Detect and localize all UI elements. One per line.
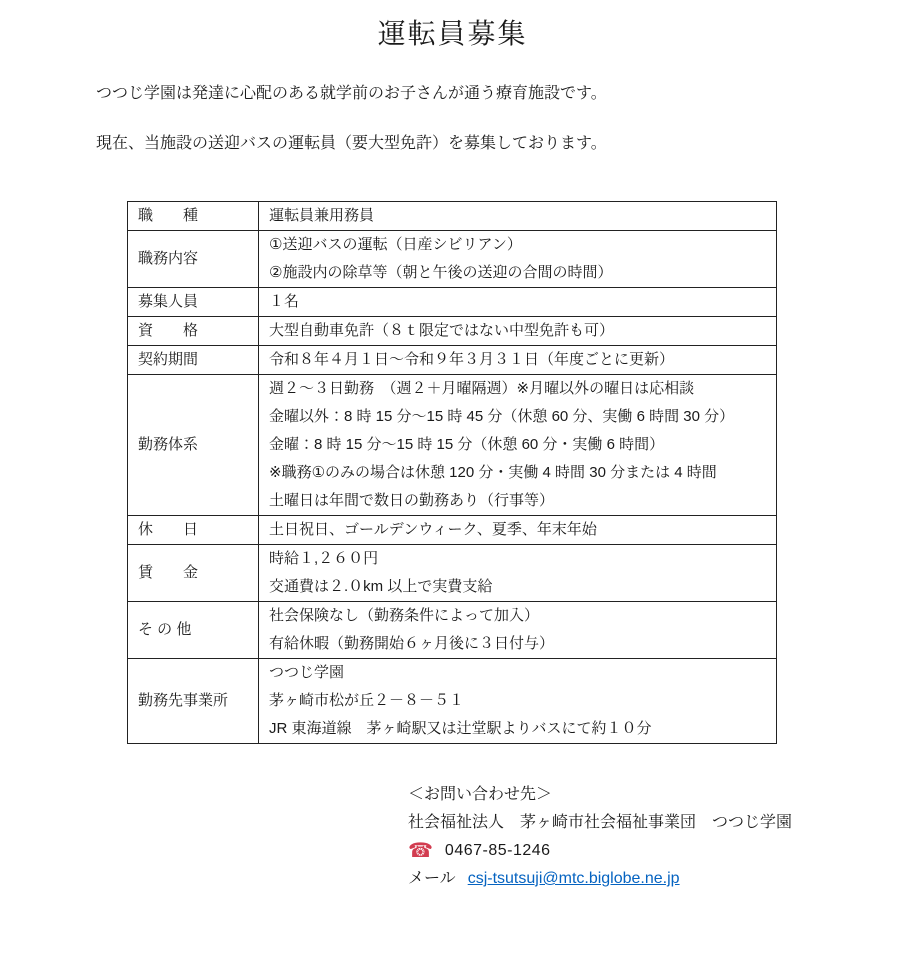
telephone-icon: ☎ [408, 840, 433, 862]
row-content-other [259, 602, 777, 659]
table-row-boshu-jinin [128, 288, 777, 317]
contact-phone-row [408, 837, 905, 865]
document-page [0, 14, 905, 954]
table-row-kinmu-taikei [128, 375, 777, 516]
phone-number: 0467-85-1246 [444, 842, 551, 859]
cell-line: 土日祝日、ゴールデンウィーク、夏季、年末年始 [269, 521, 597, 538]
row-content-job-type [259, 202, 777, 231]
cell-line: ※職務①のみの場合は休憩 120 分・実働 4 時間 30 分または 4 時間 [269, 464, 717, 481]
cell-line: 金曜：8 時 15 分～15 時 15 分（休憩 60 分・実働 6 時間） [269, 436, 665, 453]
cell-line: 時給１,２６０円 [269, 550, 379, 567]
cell-line: 交通費は２.０km 以上で実費支給 [269, 578, 493, 595]
table-row-shokushu [128, 202, 777, 231]
row-label-wages: 賃 金 [128, 545, 259, 602]
table-row-kinmusaki [128, 659, 777, 744]
row-label-job-description: 職務内容 [128, 231, 259, 288]
table-row-keiyaku-kikan [128, 346, 777, 375]
intro-line-2: 現在、当施設の送迎バスの運転員（要大型免許）を募集しております。 [96, 135, 607, 152]
cell-line: 金曜以外：8 時 15 分～15 時 45 分（休憩 60 分、実働 6 時間 30 分） [269, 408, 735, 425]
email-link[interactable]: csj-tsutsuji@mtc.biglobe.ne.jp [467, 870, 680, 887]
row-content-openings [259, 288, 777, 317]
row-label-qualification: 資 格 [128, 317, 259, 346]
contact-email-row [408, 865, 905, 893]
row-content-wages [259, 545, 777, 602]
page-title: 運転員募集 [377, 18, 528, 49]
job-details-table [127, 201, 777, 744]
contact-organization: 社会福祉法人 茅ヶ崎市社会福祉事業団 つつじ学園 [408, 814, 793, 831]
row-content-qualification [259, 317, 777, 346]
cell-line: つつじ学園 [269, 664, 345, 681]
row-label-work-schedule: 勤務体系 [128, 375, 259, 516]
table-row-kyujitsu [128, 516, 777, 545]
cell-line: JR 東海道線 茅ヶ崎駅又は辻堂駅よりバスにて約１０分 [269, 720, 652, 737]
table-row-shikaku [128, 317, 777, 346]
intro-section [96, 83, 905, 155]
row-content-holidays [259, 516, 777, 545]
cell-line: 有給休暇（勤務開始６ヶ月後に３日付与） [269, 635, 555, 652]
cell-line: 令和８年４月１日～令和９年３月３１日（年度ごとに更新） [269, 351, 675, 368]
email-label: メール [408, 870, 456, 887]
cell-line: 土曜日は年間で数日の勤務あり（行事等） [269, 492, 555, 509]
row-label-job-type: 職 種 [128, 202, 259, 231]
row-content-work-schedule [259, 375, 777, 516]
row-label-openings: 募集人員 [128, 288, 259, 317]
table-row-shokumu-naiyo [128, 231, 777, 288]
row-label-other: そ の 他 [128, 602, 259, 659]
cell-line: 運転員兼用務員 [269, 207, 375, 224]
row-label-contract-period: 契約期間 [128, 346, 259, 375]
cell-line: ①送迎バスの運転（日産シビリアン） [269, 236, 522, 253]
cell-line: 週２～３日勤務 （週２＋月曜隔週）※月曜以外の曜日は応相談 [269, 380, 695, 397]
row-content-contract-period [259, 346, 777, 375]
cell-line: 大型自動車免許（８ｔ限定ではない中型免許も可） [269, 322, 615, 339]
row-content-job-description [259, 231, 777, 288]
cell-line: 茅ヶ崎市松が丘２－８－５１ [269, 692, 465, 709]
contact-heading: ＜お問い合わせ先＞ [408, 786, 553, 803]
row-content-workplace [259, 659, 777, 744]
row-label-workplace: 勤務先事業所 [128, 659, 259, 744]
table-row-sonota [128, 602, 777, 659]
cell-line: 社会保険なし（勤務条件によって加入） [269, 607, 540, 624]
row-label-holidays: 休 日 [128, 516, 259, 545]
intro-line-1: つつじ学園は発達に心配のある就学前のお子さんが通う療育施設です。 [96, 85, 607, 102]
table-row-chingin [128, 545, 777, 602]
cell-line: ②施設内の除草等（朝と午後の送迎の合間の時間） [269, 264, 613, 281]
contact-section [408, 781, 905, 893]
cell-line: １名 [269, 293, 300, 310]
